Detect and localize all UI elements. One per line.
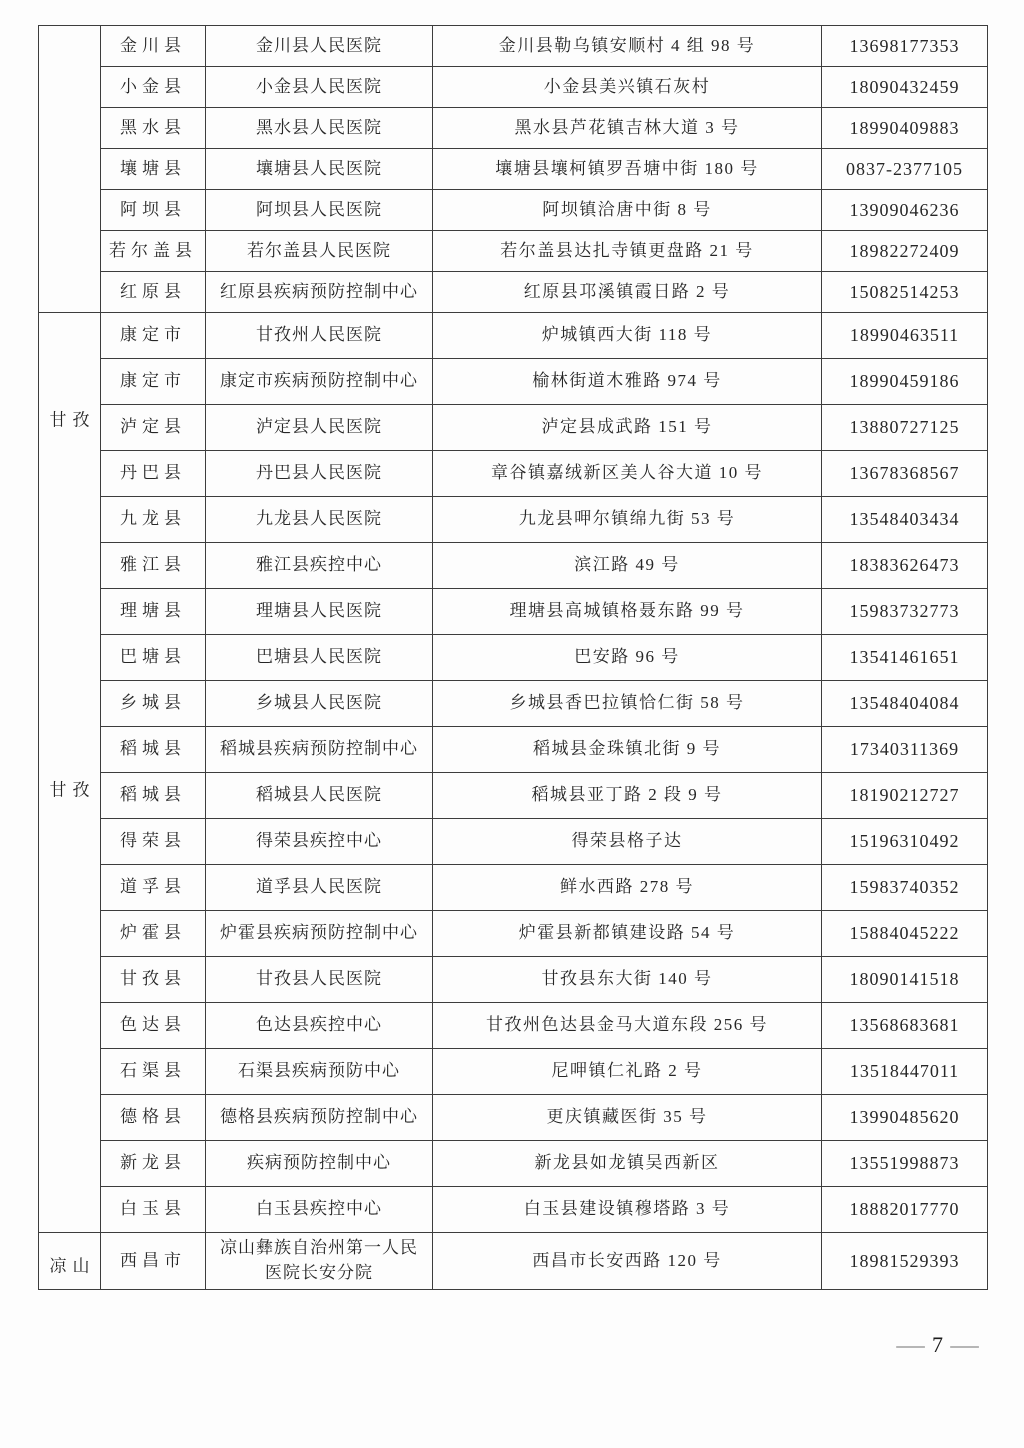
table-row bbox=[39, 149, 988, 190]
institution-cell: 黑水县人民医院 bbox=[206, 108, 433, 149]
phone-cell: 13548403434 bbox=[822, 497, 988, 543]
county-cell: 丹巴县 bbox=[101, 451, 206, 497]
table-row bbox=[39, 1095, 988, 1141]
region-cell bbox=[39, 26, 101, 313]
address-cell: 理塘县高城镇格聂东路 99 号 bbox=[433, 589, 822, 635]
phone-cell: 18981529393 bbox=[822, 1233, 988, 1290]
institution-cell: 金川县人民医院 bbox=[206, 26, 433, 67]
table-row bbox=[39, 497, 988, 543]
table-row bbox=[39, 359, 988, 405]
county-cell: 巴塘县 bbox=[101, 635, 206, 681]
institution-cell: 得荣县疾控中心 bbox=[206, 819, 433, 865]
table-row bbox=[39, 1233, 988, 1290]
address-cell: 滨江路 49 号 bbox=[433, 543, 822, 589]
county-cell: 白玉县 bbox=[101, 1187, 206, 1233]
address-cell: 若尔盖县达扎寺镇更盘路 21 号 bbox=[433, 231, 822, 272]
institution-cell: 雅江县疾控中心 bbox=[206, 543, 433, 589]
address-cell: 甘孜州色达县金马大道东段 256 号 bbox=[433, 1003, 822, 1049]
table-row bbox=[39, 773, 988, 819]
institution-cell: 德格县疾病预防控制中心 bbox=[206, 1095, 433, 1141]
table-row bbox=[39, 108, 988, 149]
phone-cell: 18383626473 bbox=[822, 543, 988, 589]
institution-cell: 理塘县人民医院 bbox=[206, 589, 433, 635]
table-row bbox=[39, 1187, 988, 1233]
region-label: 凉山 bbox=[49, 1256, 96, 1276]
institution-cell: 疾病预防控制中心 bbox=[206, 1141, 433, 1187]
county-cell: 色达县 bbox=[101, 1003, 206, 1049]
county-cell: 稻城县 bbox=[101, 773, 206, 819]
address-cell: 小金县美兴镇石灰村 bbox=[433, 67, 822, 108]
county-cell: 雅江县 bbox=[101, 543, 206, 589]
institution-cell: 乡城县人民医院 bbox=[206, 681, 433, 727]
county-cell: 乡城县 bbox=[101, 681, 206, 727]
address-cell: 巴安路 96 号 bbox=[433, 635, 822, 681]
phone-cell: 17340311369 bbox=[822, 727, 988, 773]
phone-cell: 18982272409 bbox=[822, 231, 988, 272]
address-cell: 鲜水西路 278 号 bbox=[433, 865, 822, 911]
table-row bbox=[39, 543, 988, 589]
county-cell: 石渠县 bbox=[101, 1049, 206, 1095]
table-row bbox=[39, 957, 988, 1003]
institution-cell: 康定市疾病预防控制中心 bbox=[206, 359, 433, 405]
region-label: 甘孜 bbox=[49, 780, 96, 800]
phone-cell: 13541461651 bbox=[822, 635, 988, 681]
institution-cell: 稻城县疾病预防控制中心 bbox=[206, 727, 433, 773]
phone-cell: 13990485620 bbox=[822, 1095, 988, 1141]
phone-cell: 18882017770 bbox=[822, 1187, 988, 1233]
address-cell: 更庆镇藏医街 35 号 bbox=[433, 1095, 822, 1141]
address-cell: 白玉县建设镇穆塔路 3 号 bbox=[433, 1187, 822, 1233]
institution-cell: 九龙县人民医院 bbox=[206, 497, 433, 543]
table-row bbox=[39, 635, 988, 681]
county-cell: 泸定县 bbox=[101, 405, 206, 451]
address-cell: 黑水县芦花镇吉林大道 3 号 bbox=[433, 108, 822, 149]
table-body bbox=[39, 26, 988, 1290]
address-cell: 西昌市长安西路 120 号 bbox=[433, 1233, 822, 1290]
institution-cell: 巴塘县人民医院 bbox=[206, 635, 433, 681]
address-cell: 炉城镇西大街 118 号 bbox=[433, 313, 822, 359]
county-cell: 九龙县 bbox=[101, 497, 206, 543]
phone-cell: 13548404084 bbox=[822, 681, 988, 727]
county-cell: 理塘县 bbox=[101, 589, 206, 635]
county-cell: 壤塘县 bbox=[101, 149, 206, 190]
phone-cell: 15196310492 bbox=[822, 819, 988, 865]
institution-cell: 若尔盖县人民医院 bbox=[206, 231, 433, 272]
table-row bbox=[39, 272, 988, 313]
institution-cell: 白玉县疾控中心 bbox=[206, 1187, 433, 1233]
institution-cell: 炉霍县疾病预防控制中心 bbox=[206, 911, 433, 957]
address-cell: 得荣县格子达 bbox=[433, 819, 822, 865]
footer-dash-left: — bbox=[896, 1332, 925, 1357]
county-cell: 甘孜县 bbox=[101, 957, 206, 1003]
county-cell: 德格县 bbox=[101, 1095, 206, 1141]
address-cell: 阿坝镇洽唐中街 8 号 bbox=[433, 190, 822, 231]
county-cell: 黑水县 bbox=[101, 108, 206, 149]
address-cell: 稻城县亚丁路 2 段 9 号 bbox=[433, 773, 822, 819]
table-row bbox=[39, 1003, 988, 1049]
institution-cell: 壤塘县人民医院 bbox=[206, 149, 433, 190]
county-cell: 炉霍县 bbox=[101, 911, 206, 957]
phone-cell: 13678368567 bbox=[822, 451, 988, 497]
phone-cell: 13880727125 bbox=[822, 405, 988, 451]
phone-cell: 13698177353 bbox=[822, 26, 988, 67]
table-row bbox=[39, 67, 988, 108]
county-cell: 西昌市 bbox=[101, 1233, 206, 1290]
institution-cell: 小金县人民医院 bbox=[206, 67, 433, 108]
table-row bbox=[39, 451, 988, 497]
address-cell: 乡城县香巴拉镇恰仁街 58 号 bbox=[433, 681, 822, 727]
institution-cell: 稻城县人民医院 bbox=[206, 773, 433, 819]
address-cell: 新龙县如龙镇吴西新区 bbox=[433, 1141, 822, 1187]
table-row bbox=[39, 819, 988, 865]
county-cell: 若尔盖县 bbox=[101, 231, 206, 272]
institution-cell: 道孚县人民医院 bbox=[206, 865, 433, 911]
institution-cell: 阿坝县人民医院 bbox=[206, 190, 433, 231]
health-facility-table bbox=[38, 25, 988, 1290]
institution-cell: 红原县疾病预防控制中心 bbox=[206, 272, 433, 313]
county-cell: 小金县 bbox=[101, 67, 206, 108]
table-row bbox=[39, 231, 988, 272]
phone-cell: 18990459186 bbox=[822, 359, 988, 405]
table-row bbox=[39, 911, 988, 957]
address-cell: 九龙县呷尔镇绵九街 53 号 bbox=[433, 497, 822, 543]
address-cell: 榆林街道木雅路 974 号 bbox=[433, 359, 822, 405]
address-cell: 泸定县成武路 151 号 bbox=[433, 405, 822, 451]
address-cell: 炉霍县新都镇建设路 54 号 bbox=[433, 911, 822, 957]
institution-cell: 甘孜州人民医院 bbox=[206, 313, 433, 359]
footer-dash-right: — bbox=[950, 1332, 979, 1357]
phone-cell: 0837-2377105 bbox=[822, 149, 988, 190]
address-cell: 章谷镇嘉绒新区美人谷大道 10 号 bbox=[433, 451, 822, 497]
phone-cell: 18190212727 bbox=[822, 773, 988, 819]
phone-cell: 13568683681 bbox=[822, 1003, 988, 1049]
table-row bbox=[39, 313, 988, 359]
institution-cell: 泸定县人民医院 bbox=[206, 405, 433, 451]
table-row bbox=[39, 190, 988, 231]
address-cell: 稻城县金珠镇北街 9 号 bbox=[433, 727, 822, 773]
phone-cell: 15884045222 bbox=[822, 911, 988, 957]
address-cell: 尼呷镇仁礼路 2 号 bbox=[433, 1049, 822, 1095]
phone-cell: 18090432459 bbox=[822, 67, 988, 108]
page-number bbox=[896, 1332, 979, 1358]
table-row bbox=[39, 865, 988, 911]
footer-page-number: 7 bbox=[932, 1332, 943, 1357]
phone-cell: 13909046236 bbox=[822, 190, 988, 231]
phone-cell: 18990463511 bbox=[822, 313, 988, 359]
county-cell: 康定市 bbox=[101, 313, 206, 359]
phone-cell: 13551998873 bbox=[822, 1141, 988, 1187]
county-cell: 稻城县 bbox=[101, 727, 206, 773]
county-cell: 阿坝县 bbox=[101, 190, 206, 231]
county-cell: 红原县 bbox=[101, 272, 206, 313]
table-row bbox=[39, 1049, 988, 1095]
phone-cell: 18090141518 bbox=[822, 957, 988, 1003]
table-row bbox=[39, 589, 988, 635]
address-cell: 红原县邛溪镇霞日路 2 号 bbox=[433, 272, 822, 313]
phone-cell: 15082514253 bbox=[822, 272, 988, 313]
phone-cell: 18990409883 bbox=[822, 108, 988, 149]
county-cell: 金川县 bbox=[101, 26, 206, 67]
phone-cell: 13518447011 bbox=[822, 1049, 988, 1095]
region-label: 甘孜 bbox=[49, 410, 96, 430]
table-row bbox=[39, 405, 988, 451]
phone-cell: 15983740352 bbox=[822, 865, 988, 911]
table-row bbox=[39, 727, 988, 773]
address-cell: 壤塘县壤柯镇罗吾塘中街 180 号 bbox=[433, 149, 822, 190]
institution-cell: 石渠县疾病预防中心 bbox=[206, 1049, 433, 1095]
table-row bbox=[39, 681, 988, 727]
institution-cell: 凉山彝族自治州第一人民医院长安分院 bbox=[206, 1233, 433, 1290]
address-cell: 甘孜县东大街 140 号 bbox=[433, 957, 822, 1003]
region-cell bbox=[39, 313, 101, 1233]
table-row bbox=[39, 26, 988, 67]
region-cell bbox=[39, 1233, 101, 1290]
county-cell: 得荣县 bbox=[101, 819, 206, 865]
institution-cell: 丹巴县人民医院 bbox=[206, 451, 433, 497]
table-row bbox=[39, 1141, 988, 1187]
address-cell: 金川县勒乌镇安顺村 4 组 98 号 bbox=[433, 26, 822, 67]
phone-cell: 15983732773 bbox=[822, 589, 988, 635]
institution-cell: 甘孜县人民医院 bbox=[206, 957, 433, 1003]
county-cell: 道孚县 bbox=[101, 865, 206, 911]
county-cell: 康定市 bbox=[101, 359, 206, 405]
county-cell: 新龙县 bbox=[101, 1141, 206, 1187]
institution-cell: 色达县疾控中心 bbox=[206, 1003, 433, 1049]
